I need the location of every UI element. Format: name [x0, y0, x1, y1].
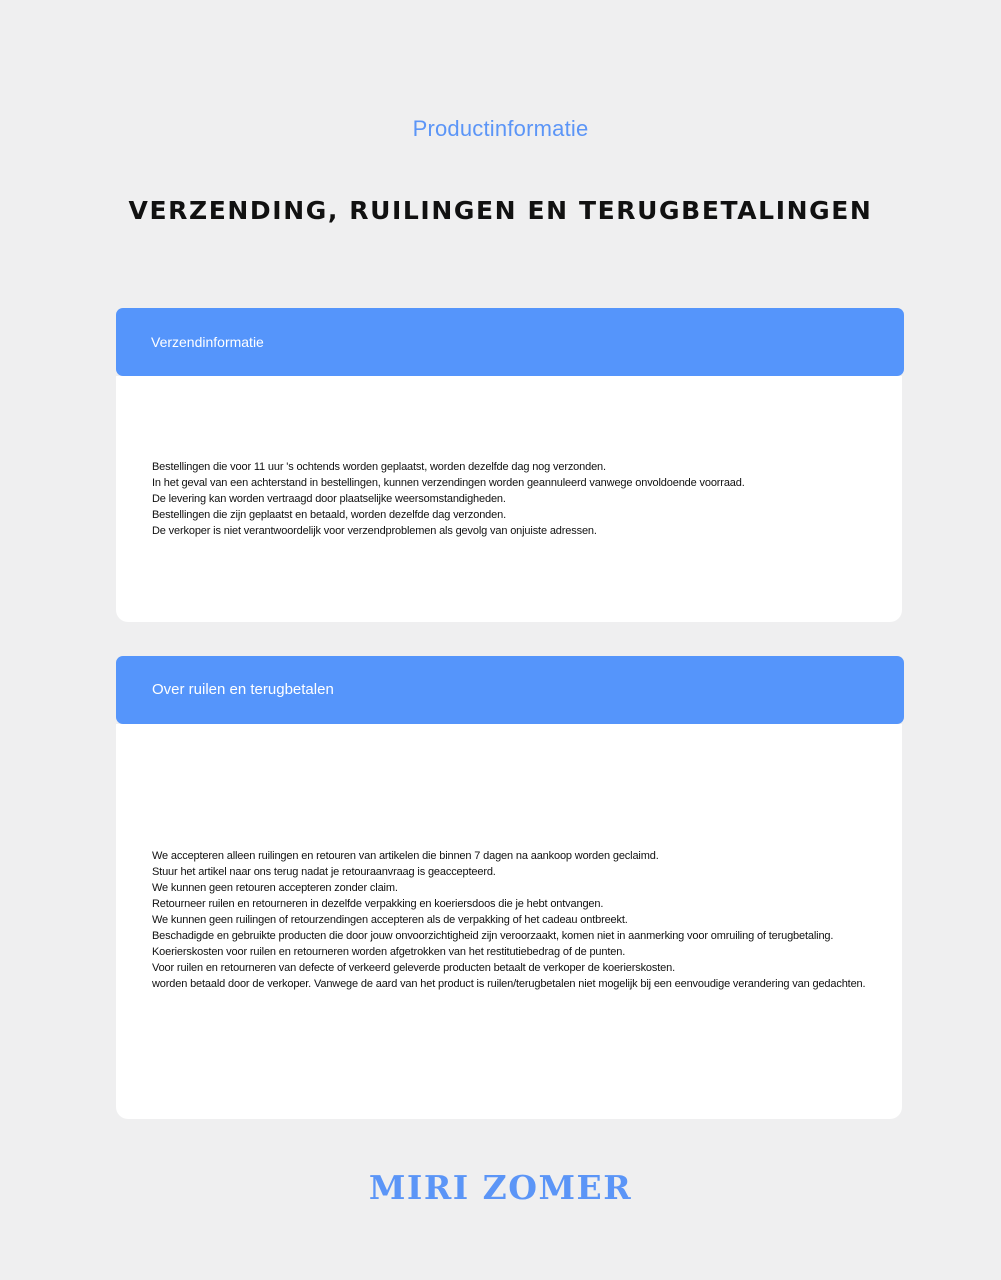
returns-info-header: [116, 656, 904, 724]
list-item: Beschadigde en gebruikte producten die door jouw onvoorzichtigheid zijn veroorzaakt, komen niet in aanmerking voor omruiling of terugbetaling.: [152, 930, 834, 942]
list-item: Voor ruilen en retourneren van defecte of verkeerd geleverde producten betaalt de verkoper de koerierskosten.: [152, 962, 675, 974]
list-item: We kunnen geen ruilingen of retourzendingen accepteren als de verpakking of het cadeau ontbreekt.: [152, 914, 628, 926]
list-item: worden betaald door de verkoper. Vanwege de aard van het product is ruilen/terugbetalen niet mogelijk bij een eenvoudige verandering van gedachten.: [152, 978, 866, 990]
list-item: De verkoper is niet verantwoordelijk voor verzendproblemen als gevolg van onjuiste adressen.: [152, 525, 597, 537]
list-item: Retourneer ruilen en retourneren in dezelfde verpakking en koeriersdoos die je hebt ontvangen.: [152, 898, 604, 910]
returns-info-heading: Over ruilen en terugbetalen: [152, 681, 334, 698]
list-item: Bestellingen die voor 11 uur 's ochtends worden geplaatst, worden dezelfde dag nog verzonden.: [152, 461, 606, 473]
shipping-info-list: [152, 459, 745, 539]
returns-info-card: [116, 656, 904, 1119]
returns-info-body: [116, 724, 902, 1119]
shipping-info-card: [116, 308, 904, 622]
page-title: VERZENDING, RUILINGEN EN TERUGBETALINGEN: [128, 196, 873, 225]
eyebrow-label: Productinformatie: [412, 116, 589, 141]
list-item: Stuur het artikel naar ons terug nadat je retouraanvraag is geaccepteerd.: [152, 866, 496, 878]
list-item: Bestellingen die zijn geplaatst en betaald, worden dezelfde dag verzonden.: [152, 509, 506, 521]
shipping-info-header: [116, 308, 904, 376]
returns-info-list: [152, 848, 865, 992]
shipping-info-heading: Verzendinformatie: [151, 334, 264, 350]
brand-logo: MIRI ZOMER: [368, 1168, 633, 1207]
list-item: Koerierskosten voor ruilen en retourneren worden afgetrokken van het restitutiebedrag of de punten.: [152, 946, 626, 958]
list-item: We kunnen geen retouren accepteren zonder claim.: [152, 882, 398, 894]
list-item: We accepteren alleen ruilingen en retouren van artikelen die binnen 7 dagen na aankoop worden geclaimd.: [152, 850, 659, 862]
list-item: De levering kan worden vertraagd door plaatselijke weersomstandigheden.: [152, 493, 506, 505]
shipping-info-body: [116, 376, 902, 622]
list-item: In het geval van een achterstand in bestellingen, kunnen verzendingen worden geannuleerd vanwege onvoldoende voorraad.: [152, 477, 745, 489]
